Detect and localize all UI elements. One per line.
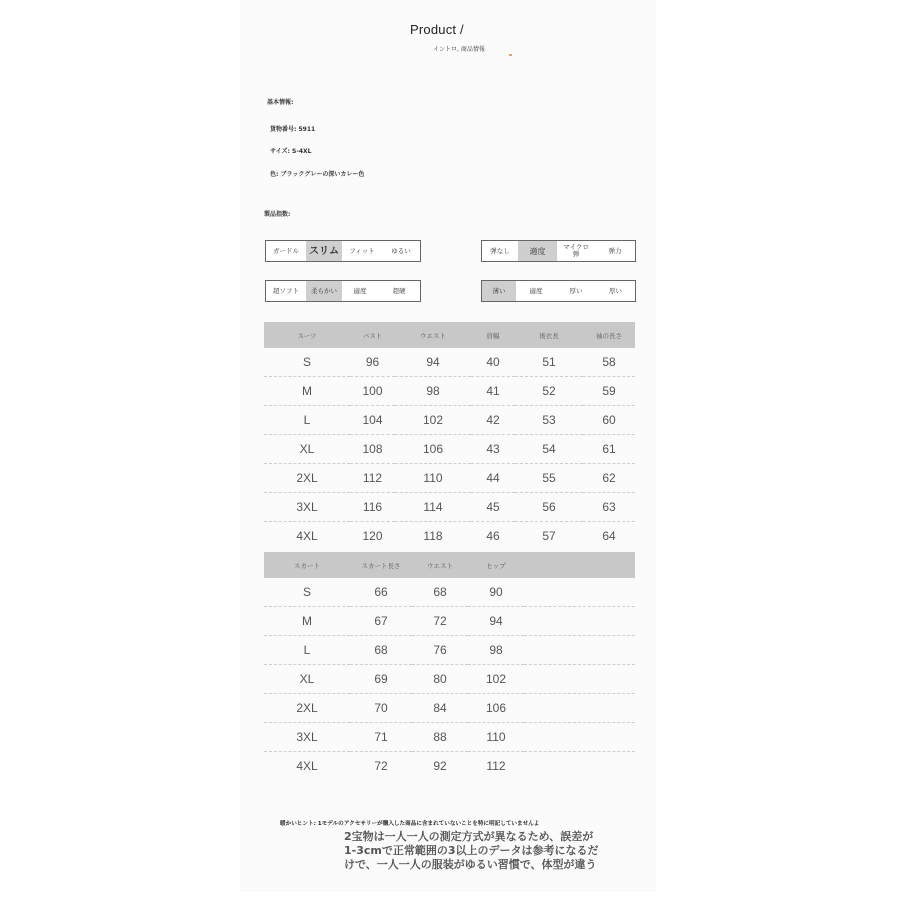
measurement-cell: 94 [395, 348, 471, 377]
basic-info-label: 基本情報: [267, 99, 294, 106]
measurement-cell: 55 [515, 464, 583, 493]
measurement-cell: 41 [471, 377, 515, 406]
measurement-cell: 118 [423, 529, 443, 543]
size-cell: L [264, 636, 350, 665]
column-header: ウエスト [420, 331, 446, 340]
fit-option-selected: スリム [306, 241, 342, 261]
measurement-cell: 70 [350, 694, 412, 723]
measurement-cell: 60 [583, 406, 635, 435]
column-header: スーツ [297, 331, 317, 340]
fit-scale [265, 240, 421, 262]
softness-option: 超ソフト [273, 286, 299, 295]
table-row [264, 348, 635, 377]
elasticity-option-selected: 適度 [518, 241, 557, 261]
column-header: ウエスト [427, 561, 453, 570]
measurement-cell: 63 [583, 493, 635, 522]
measurement-cell: 114 [395, 493, 471, 522]
fit-option: ガードル [273, 246, 299, 255]
measurement-cell: 67 [350, 607, 412, 636]
measurement-cell: 54 [515, 435, 583, 464]
measurement-cell: 110 [468, 723, 524, 752]
measurement-cell: 102 [395, 406, 471, 435]
column-header: 後衣長 [539, 331, 559, 340]
measurement-cell: 106 [395, 435, 471, 464]
measurement-cell: 80 [412, 665, 468, 694]
size-cell: XL [264, 435, 350, 464]
size-cell: L [264, 406, 350, 435]
measurement-cell: 69 [350, 665, 412, 694]
measurement-cell: 104 [350, 406, 395, 435]
table-row [264, 522, 635, 551]
table-row [264, 607, 635, 636]
measurement-cell: 98 [468, 636, 524, 665]
table-row [264, 665, 635, 694]
column-header: 袖の長さ [596, 331, 622, 340]
measurement-cell: 59 [583, 377, 635, 406]
measurement-cell: 112 [350, 464, 395, 493]
column-header: スカート [294, 561, 320, 570]
table-row [264, 464, 635, 493]
column-header: ヒップ [486, 561, 506, 570]
size-cell: XL [264, 665, 350, 694]
empty-cell [524, 607, 635, 636]
measurement-cell: 53 [515, 406, 583, 435]
measurement-cell: 72 [412, 607, 468, 636]
measurement-cell: 58 [583, 348, 635, 377]
measurement-cell: 56 [515, 493, 583, 522]
hint-text: 暖かいヒント: 1モデルのアクセサリーが購入した商品に含まれていないことを特に明記していませんよ [280, 821, 540, 827]
size-cell: M [264, 377, 350, 406]
table-row [264, 493, 635, 522]
table-row [264, 694, 635, 723]
measurement-cell: 112 [486, 759, 506, 773]
size-cell: 4XL [296, 529, 318, 543]
note-line: 2宝物は一人一人の測定方式が異なるため、誤差が [344, 830, 594, 843]
indices-label: 製品指数: [264, 211, 291, 218]
note-line: 1-3cmで正常範囲の3以上のデータは参考になるだ [344, 844, 599, 857]
empty-cell [524, 752, 635, 781]
measurement-cell: 57 [542, 529, 556, 543]
suit-table-header [264, 322, 635, 348]
size-cell: 2XL [264, 694, 350, 723]
table-row [264, 435, 635, 464]
measurement-cell: 62 [583, 464, 635, 493]
measurement-cell: 84 [412, 694, 468, 723]
fit-option: フィット [349, 246, 375, 255]
size-cell: S [264, 348, 350, 377]
measurement-cell: 42 [471, 406, 515, 435]
table-row [264, 752, 635, 781]
table-row [264, 723, 635, 752]
measurement-cell: 66 [350, 578, 412, 607]
elasticity-option: 弾なし [490, 246, 510, 255]
column-header: 肩幅 [486, 331, 500, 340]
thickness-option: 適度 [529, 286, 543, 295]
empty-cell [524, 636, 635, 665]
measurement-cell: 108 [350, 435, 395, 464]
softness-scale [265, 280, 421, 302]
softness-option-selected: 柔らかい [306, 281, 342, 301]
accent-dot [509, 54, 512, 56]
size-cell: 3XL [264, 723, 350, 752]
measurement-cell: 120 [362, 529, 383, 543]
thickness-option: 厚い [609, 286, 622, 295]
size-cell: M [264, 607, 350, 636]
softness-option: 適度 [353, 286, 367, 295]
measurement-note [344, 830, 616, 872]
measurement-cell: 90 [468, 578, 524, 607]
measurement-cell: 116 [350, 493, 395, 522]
size-cell: 3XL [264, 493, 350, 522]
size-cell: 4XL [296, 759, 318, 773]
measurement-cell: 43 [471, 435, 515, 464]
measurement-cell: 92 [433, 759, 447, 773]
measurement-cell: 72 [374, 759, 388, 773]
measurement-cell: 46 [486, 529, 500, 543]
table-row [264, 636, 635, 665]
measurement-cell: 52 [515, 377, 583, 406]
column-header-empty [524, 552, 635, 578]
elasticity-option: 弾力 [608, 246, 622, 255]
suit-size-table [264, 322, 635, 550]
measurement-cell: 106 [468, 694, 524, 723]
measurement-cell: 40 [471, 348, 515, 377]
measurement-cell: 100 [350, 377, 395, 406]
size-cell: S [264, 578, 350, 607]
empty-cell [524, 723, 635, 752]
fit-option: ゆるい [391, 246, 411, 255]
empty-cell [524, 694, 635, 723]
thickness-option: 厚い [569, 286, 583, 295]
empty-cell [524, 665, 635, 694]
thickness-scale [481, 280, 636, 302]
table-row [264, 578, 635, 607]
color-info: 色: ブラックグレーの深いカレー色 [270, 171, 365, 178]
measurement-cell: 96 [350, 348, 395, 377]
measurement-cell: 68 [412, 578, 468, 607]
column-header: バスト [362, 331, 383, 340]
measurement-cell: 68 [350, 636, 412, 665]
measurement-cell: 88 [412, 723, 468, 752]
page-subtitle: イントロ, 商品情報 [433, 46, 485, 53]
thickness-option-selected: 薄い [482, 281, 516, 301]
skirt-size-table [264, 552, 635, 780]
column-header: スカート長さ [361, 561, 401, 570]
measurement-cell: 102 [468, 665, 524, 694]
table-row [264, 377, 635, 406]
measurement-cell: 45 [471, 493, 515, 522]
item-number: 貨物番号: 5911 [270, 126, 316, 133]
measurement-cell: 51 [515, 348, 583, 377]
table-row [264, 406, 635, 435]
measurement-cell: 98 [395, 377, 471, 406]
skirt-table-header [264, 552, 635, 578]
measurement-cell: 110 [395, 464, 471, 493]
measurement-cell: 64 [602, 529, 616, 543]
measurement-cell: 71 [350, 723, 412, 752]
measurement-cell: 94 [468, 607, 524, 636]
measurement-cell: 44 [471, 464, 515, 493]
page-title: Product / [410, 22, 464, 37]
empty-cell [524, 578, 635, 607]
elasticity-scale [481, 240, 636, 262]
note-line: けで、一人一人の服装がゆるい習慣で、体型が違う [344, 858, 597, 871]
elasticity-option: マイクロ弾 [563, 243, 589, 258]
measurement-cell: 76 [412, 636, 468, 665]
softness-option: 超硬 [392, 286, 406, 295]
measurement-cell: 61 [583, 435, 635, 464]
size-range: サイズ: S-4XL [270, 148, 312, 155]
size-cell: 2XL [264, 464, 350, 493]
